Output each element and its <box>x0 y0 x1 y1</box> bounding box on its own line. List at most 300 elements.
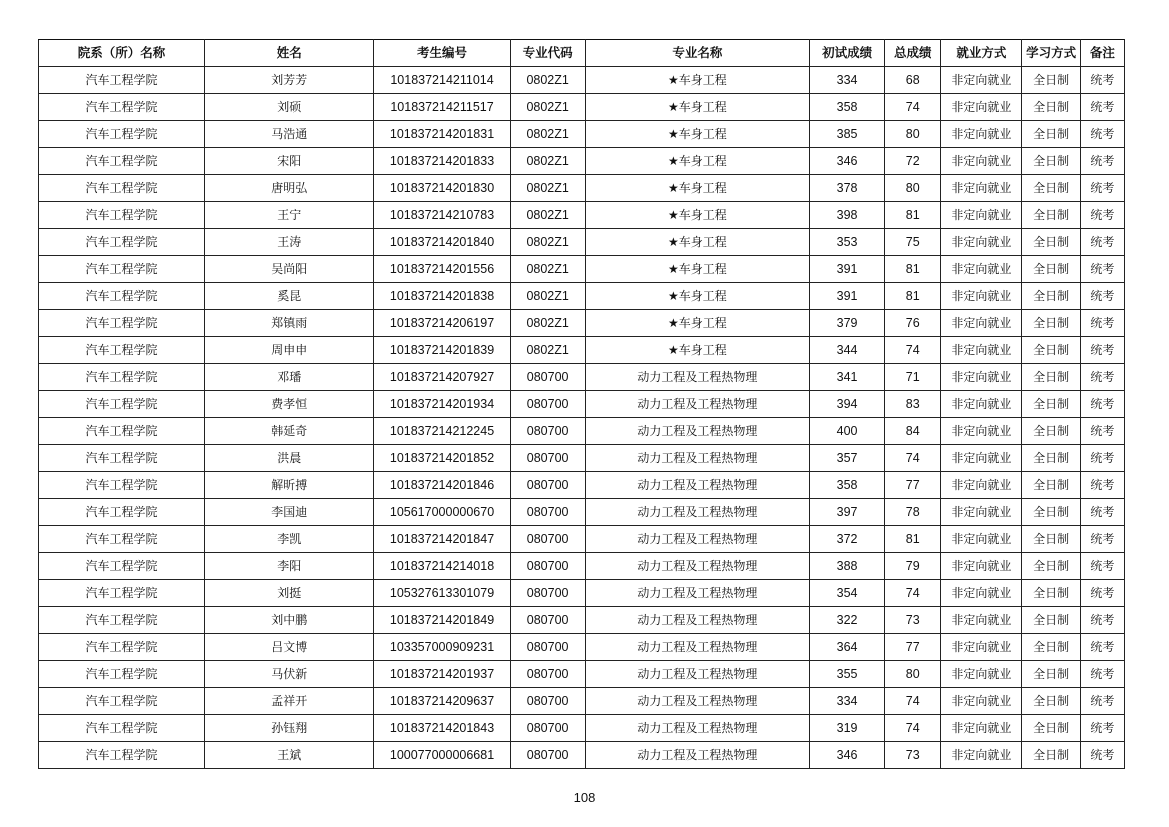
cell-initial-score: 322 <box>810 607 885 634</box>
cell-initial-score: 394 <box>810 391 885 418</box>
cell-candidate-id: 101837214209637 <box>374 688 510 715</box>
cell-remark: 统考 <box>1080 688 1124 715</box>
cell-major-name: 动力工程及工程热物理 <box>585 499 810 526</box>
cell-total-score: 74 <box>885 94 941 121</box>
cell-candidate-id: 101837214201846 <box>374 472 510 499</box>
cell-department: 汽车工程学院 <box>39 202 205 229</box>
cell-candidate-id: 101837214211014 <box>374 67 510 94</box>
cell-candidate-id: 103357000909231 <box>374 634 510 661</box>
cell-name: 王斌 <box>205 742 374 769</box>
cell-remark: 统考 <box>1080 148 1124 175</box>
cell-remark: 统考 <box>1080 283 1124 310</box>
cell-employment-type: 非定向就业 <box>941 580 1022 607</box>
table-row <box>39 67 1125 94</box>
cell-remark: 统考 <box>1080 256 1124 283</box>
page-number: 108 <box>573 790 596 805</box>
cell-employment-type: 非定向就业 <box>941 121 1022 148</box>
cell-remark: 统考 <box>1080 472 1124 499</box>
cell-employment-type: 非定向就业 <box>941 94 1022 121</box>
cell-major-name: 动力工程及工程热物理 <box>585 688 810 715</box>
cell-study-mode: 全日制 <box>1022 256 1080 283</box>
cell-employment-type: 非定向就业 <box>941 472 1022 499</box>
cell-total-score: 84 <box>885 418 941 445</box>
table-row <box>39 742 1125 769</box>
cell-department: 汽车工程学院 <box>39 256 205 283</box>
cell-major-code: 080700 <box>510 634 585 661</box>
cell-initial-score: 358 <box>810 94 885 121</box>
table-row <box>39 472 1125 499</box>
cell-major-code: 080700 <box>510 418 585 445</box>
cell-candidate-id: 101837214210783 <box>374 202 510 229</box>
cell-major-code: 080700 <box>510 445 585 472</box>
table-row <box>39 391 1125 418</box>
cell-remark: 统考 <box>1080 607 1124 634</box>
table-row <box>39 553 1125 580</box>
table-row <box>39 418 1125 445</box>
cell-total-score: 76 <box>885 310 941 337</box>
cell-department: 汽车工程学院 <box>39 310 205 337</box>
cell-employment-type: 非定向就业 <box>941 742 1022 769</box>
cell-remark: 统考 <box>1080 310 1124 337</box>
cell-remark: 统考 <box>1080 121 1124 148</box>
cell-name: 吴尚阳 <box>205 256 374 283</box>
cell-employment-type: 非定向就业 <box>941 634 1022 661</box>
cell-remark: 统考 <box>1080 499 1124 526</box>
header-initial-score: 初试成绩 <box>810 40 885 67</box>
cell-major-name: 动力工程及工程热物理 <box>585 391 810 418</box>
cell-study-mode: 全日制 <box>1022 337 1080 364</box>
cell-candidate-id: 105617000000670 <box>374 499 510 526</box>
cell-total-score: 74 <box>885 445 941 472</box>
cell-name: 奚昆 <box>205 283 374 310</box>
header-remark: 备注 <box>1080 40 1124 67</box>
table-header-row <box>39 40 1125 67</box>
cell-total-score: 74 <box>885 580 941 607</box>
cell-total-score: 73 <box>885 742 941 769</box>
cell-initial-score: 355 <box>810 661 885 688</box>
cell-total-score: 81 <box>885 256 941 283</box>
cell-total-score: 78 <box>885 499 941 526</box>
cell-employment-type: 非定向就业 <box>941 283 1022 310</box>
cell-department: 汽车工程学院 <box>39 661 205 688</box>
cell-candidate-id: 101837214212245 <box>374 418 510 445</box>
table-row <box>39 121 1125 148</box>
cell-major-name: ★车身工程 <box>585 94 810 121</box>
cell-department: 汽车工程学院 <box>39 715 205 742</box>
cell-employment-type: 非定向就业 <box>941 364 1022 391</box>
cell-study-mode: 全日制 <box>1022 364 1080 391</box>
cell-total-score: 80 <box>885 661 941 688</box>
cell-total-score: 81 <box>885 526 941 553</box>
header-major-name: 专业名称 <box>585 40 810 67</box>
header-candidate-id: 考生编号 <box>374 40 510 67</box>
cell-remark: 统考 <box>1080 175 1124 202</box>
cell-name: 韩延奇 <box>205 418 374 445</box>
cell-major-code: 0802Z1 <box>510 337 585 364</box>
cell-employment-type: 非定向就业 <box>941 688 1022 715</box>
cell-name: 宋阳 <box>205 148 374 175</box>
cell-initial-score: 391 <box>810 256 885 283</box>
cell-employment-type: 非定向就业 <box>941 67 1022 94</box>
cell-study-mode: 全日制 <box>1022 607 1080 634</box>
cell-major-name: 动力工程及工程热物理 <box>585 661 810 688</box>
table-row <box>39 445 1125 472</box>
cell-major-name: ★车身工程 <box>585 148 810 175</box>
cell-remark: 统考 <box>1080 742 1124 769</box>
cell-total-score: 80 <box>885 121 941 148</box>
table-row <box>39 148 1125 175</box>
cell-major-name: ★车身工程 <box>585 121 810 148</box>
header-total-score: 总成绩 <box>885 40 941 67</box>
cell-major-name: 动力工程及工程热物理 <box>585 418 810 445</box>
cell-major-name: ★车身工程 <box>585 202 810 229</box>
cell-major-code: 0802Z1 <box>510 202 585 229</box>
cell-remark: 统考 <box>1080 364 1124 391</box>
cell-initial-score: 364 <box>810 634 885 661</box>
table-row <box>39 256 1125 283</box>
cell-department: 汽车工程学院 <box>39 337 205 364</box>
cell-study-mode: 全日制 <box>1022 391 1080 418</box>
cell-total-score: 74 <box>885 715 941 742</box>
cell-employment-type: 非定向就业 <box>941 499 1022 526</box>
cell-major-name: 动力工程及工程热物理 <box>585 715 810 742</box>
cell-department: 汽车工程学院 <box>39 121 205 148</box>
table-row <box>39 580 1125 607</box>
header-study-mode: 学习方式 <box>1022 40 1080 67</box>
cell-candidate-id: 101837214207927 <box>374 364 510 391</box>
cell-name: 刘中鹏 <box>205 607 374 634</box>
cell-employment-type: 非定向就业 <box>941 418 1022 445</box>
cell-study-mode: 全日制 <box>1022 661 1080 688</box>
cell-name: 王宁 <box>205 202 374 229</box>
cell-major-code: 0802Z1 <box>510 175 585 202</box>
cell-total-score: 79 <box>885 553 941 580</box>
table-row <box>39 715 1125 742</box>
cell-major-code: 080700 <box>510 580 585 607</box>
cell-major-code: 080700 <box>510 715 585 742</box>
cell-name: 孟祥开 <box>205 688 374 715</box>
cell-remark: 统考 <box>1080 202 1124 229</box>
cell-department: 汽车工程学院 <box>39 445 205 472</box>
header-name: 姓名 <box>205 40 374 67</box>
cell-total-score: 77 <box>885 634 941 661</box>
cell-employment-type: 非定向就业 <box>941 607 1022 634</box>
cell-initial-score: 319 <box>810 715 885 742</box>
cell-initial-score: 344 <box>810 337 885 364</box>
cell-remark: 统考 <box>1080 661 1124 688</box>
cell-remark: 统考 <box>1080 337 1124 364</box>
cell-major-code: 080700 <box>510 688 585 715</box>
cell-major-code: 0802Z1 <box>510 256 585 283</box>
cell-remark: 统考 <box>1080 94 1124 121</box>
cell-initial-score: 398 <box>810 202 885 229</box>
cell-candidate-id: 101837214201831 <box>374 121 510 148</box>
cell-study-mode: 全日制 <box>1022 499 1080 526</box>
cell-name: 解昕搏 <box>205 472 374 499</box>
cell-name: 洪晨 <box>205 445 374 472</box>
cell-major-name: 动力工程及工程热物理 <box>585 607 810 634</box>
cell-initial-score: 397 <box>810 499 885 526</box>
cell-major-code: 080700 <box>510 553 585 580</box>
cell-candidate-id: 101837214201830 <box>374 175 510 202</box>
cell-initial-score: 346 <box>810 148 885 175</box>
cell-department: 汽车工程学院 <box>39 607 205 634</box>
cell-department: 汽车工程学院 <box>39 499 205 526</box>
cell-employment-type: 非定向就业 <box>941 256 1022 283</box>
cell-major-code: 080700 <box>510 661 585 688</box>
header-employment-type: 就业方式 <box>941 40 1022 67</box>
cell-employment-type: 非定向就业 <box>941 229 1022 256</box>
table-row <box>39 283 1125 310</box>
cell-major-code: 0802Z1 <box>510 283 585 310</box>
cell-initial-score: 358 <box>810 472 885 499</box>
cell-major-name: 动力工程及工程热物理 <box>585 634 810 661</box>
cell-major-name: ★车身工程 <box>585 283 810 310</box>
cell-employment-type: 非定向就业 <box>941 202 1022 229</box>
cell-employment-type: 非定向就业 <box>941 445 1022 472</box>
cell-study-mode: 全日制 <box>1022 472 1080 499</box>
cell-initial-score: 334 <box>810 688 885 715</box>
cell-study-mode: 全日制 <box>1022 553 1080 580</box>
cell-total-score: 75 <box>885 229 941 256</box>
cell-candidate-id: 101837214201839 <box>374 337 510 364</box>
table-row <box>39 607 1125 634</box>
cell-major-code: 080700 <box>510 742 585 769</box>
cell-candidate-id: 101837214201847 <box>374 526 510 553</box>
cell-study-mode: 全日制 <box>1022 418 1080 445</box>
cell-name: 刘挺 <box>205 580 374 607</box>
cell-name: 李阳 <box>205 553 374 580</box>
cell-department: 汽车工程学院 <box>39 364 205 391</box>
cell-remark: 统考 <box>1080 715 1124 742</box>
cell-name: 郑镇雨 <box>205 310 374 337</box>
cell-total-score: 83 <box>885 391 941 418</box>
table-row <box>39 94 1125 121</box>
cell-department: 汽车工程学院 <box>39 742 205 769</box>
table-row <box>39 175 1125 202</box>
cell-study-mode: 全日制 <box>1022 526 1080 553</box>
table-row <box>39 499 1125 526</box>
table-row <box>39 337 1125 364</box>
cell-name: 唐明弘 <box>205 175 374 202</box>
cell-name: 邓璠 <box>205 364 374 391</box>
cell-candidate-id: 101837214206197 <box>374 310 510 337</box>
cell-total-score: 72 <box>885 148 941 175</box>
cell-major-name: ★车身工程 <box>585 256 810 283</box>
cell-total-score: 80 <box>885 175 941 202</box>
cell-major-name: 动力工程及工程热物理 <box>585 580 810 607</box>
cell-study-mode: 全日制 <box>1022 229 1080 256</box>
table-row <box>39 229 1125 256</box>
cell-total-score: 68 <box>885 67 941 94</box>
cell-total-score: 73 <box>885 607 941 634</box>
table-row <box>39 202 1125 229</box>
table-row <box>39 310 1125 337</box>
cell-remark: 统考 <box>1080 526 1124 553</box>
cell-department: 汽车工程学院 <box>39 634 205 661</box>
cell-study-mode: 全日制 <box>1022 715 1080 742</box>
cell-candidate-id: 101837214201556 <box>374 256 510 283</box>
cell-major-code: 0802Z1 <box>510 310 585 337</box>
cell-major-name: 动力工程及工程热物理 <box>585 445 810 472</box>
cell-major-name: 动力工程及工程热物理 <box>585 742 810 769</box>
cell-study-mode: 全日制 <box>1022 445 1080 472</box>
cell-initial-score: 388 <box>810 553 885 580</box>
cell-candidate-id: 101837214201843 <box>374 715 510 742</box>
cell-total-score: 77 <box>885 472 941 499</box>
cell-name: 王涛 <box>205 229 374 256</box>
cell-candidate-id: 101837214201840 <box>374 229 510 256</box>
cell-remark: 统考 <box>1080 418 1124 445</box>
cell-department: 汽车工程学院 <box>39 67 205 94</box>
cell-remark: 统考 <box>1080 634 1124 661</box>
cell-major-code: 0802Z1 <box>510 148 585 175</box>
cell-department: 汽车工程学院 <box>39 283 205 310</box>
cell-candidate-id: 101837214201852 <box>374 445 510 472</box>
cell-initial-score: 346 <box>810 742 885 769</box>
cell-name: 李凯 <box>205 526 374 553</box>
cell-department: 汽车工程学院 <box>39 94 205 121</box>
cell-major-name: ★车身工程 <box>585 175 810 202</box>
cell-major-code: 080700 <box>510 364 585 391</box>
cell-major-name: ★车身工程 <box>585 310 810 337</box>
cell-major-name: ★车身工程 <box>585 229 810 256</box>
cell-total-score: 81 <box>885 202 941 229</box>
cell-study-mode: 全日制 <box>1022 283 1080 310</box>
cell-name: 吕文博 <box>205 634 374 661</box>
cell-employment-type: 非定向就业 <box>941 337 1022 364</box>
cell-department: 汽车工程学院 <box>39 175 205 202</box>
cell-candidate-id: 101837214201838 <box>374 283 510 310</box>
cell-major-code: 080700 <box>510 499 585 526</box>
cell-candidate-id: 101837214201833 <box>374 148 510 175</box>
cell-candidate-id: 105327613301079 <box>374 580 510 607</box>
cell-initial-score: 385 <box>810 121 885 148</box>
cell-major-code: 0802Z1 <box>510 94 585 121</box>
cell-name: 孙钰翔 <box>205 715 374 742</box>
cell-initial-score: 354 <box>810 580 885 607</box>
cell-remark: 统考 <box>1080 229 1124 256</box>
header-department: 院系（所）名称 <box>39 40 205 67</box>
cell-major-code: 080700 <box>510 472 585 499</box>
cell-initial-score: 334 <box>810 67 885 94</box>
cell-candidate-id: 100077000006681 <box>374 742 510 769</box>
cell-study-mode: 全日制 <box>1022 688 1080 715</box>
cell-major-name: ★车身工程 <box>585 337 810 364</box>
cell-initial-score: 379 <box>810 310 885 337</box>
cell-major-name: 动力工程及工程热物理 <box>585 553 810 580</box>
table-row <box>39 688 1125 715</box>
cell-name: 刘硕 <box>205 94 374 121</box>
cell-study-mode: 全日制 <box>1022 742 1080 769</box>
cell-major-code: 0802Z1 <box>510 67 585 94</box>
table-row <box>39 634 1125 661</box>
cell-major-code: 080700 <box>510 391 585 418</box>
cell-name: 周申申 <box>205 337 374 364</box>
cell-remark: 统考 <box>1080 391 1124 418</box>
cell-initial-score: 341 <box>810 364 885 391</box>
cell-total-score: 81 <box>885 283 941 310</box>
cell-name: 马浩通 <box>205 121 374 148</box>
cell-initial-score: 353 <box>810 229 885 256</box>
cell-candidate-id: 101837214201849 <box>374 607 510 634</box>
cell-remark: 统考 <box>1080 580 1124 607</box>
cell-department: 汽车工程学院 <box>39 553 205 580</box>
cell-study-mode: 全日制 <box>1022 634 1080 661</box>
cell-name: 李国迪 <box>205 499 374 526</box>
cell-department: 汽车工程学院 <box>39 580 205 607</box>
cell-study-mode: 全日制 <box>1022 94 1080 121</box>
cell-name: 刘芳芳 <box>205 67 374 94</box>
header-major-code: 专业代码 <box>510 40 585 67</box>
cell-candidate-id: 101837214201934 <box>374 391 510 418</box>
cell-initial-score: 391 <box>810 283 885 310</box>
cell-employment-type: 非定向就业 <box>941 526 1022 553</box>
cell-initial-score: 357 <box>810 445 885 472</box>
cell-remark: 统考 <box>1080 553 1124 580</box>
cell-employment-type: 非定向就业 <box>941 148 1022 175</box>
cell-major-name: 动力工程及工程热物理 <box>585 526 810 553</box>
cell-study-mode: 全日制 <box>1022 310 1080 337</box>
cell-major-code: 0802Z1 <box>510 121 585 148</box>
cell-department: 汽车工程学院 <box>39 391 205 418</box>
cell-study-mode: 全日制 <box>1022 202 1080 229</box>
cell-employment-type: 非定向就业 <box>941 553 1022 580</box>
cell-major-name: 动力工程及工程热物理 <box>585 364 810 391</box>
table-row <box>39 526 1125 553</box>
cell-study-mode: 全日制 <box>1022 580 1080 607</box>
table-row <box>39 661 1125 688</box>
cell-total-score: 74 <box>885 337 941 364</box>
cell-candidate-id: 101837214214018 <box>374 553 510 580</box>
cell-initial-score: 372 <box>810 526 885 553</box>
cell-name: 费孝恒 <box>205 391 374 418</box>
cell-study-mode: 全日制 <box>1022 175 1080 202</box>
cell-employment-type: 非定向就业 <box>941 175 1022 202</box>
cell-study-mode: 全日制 <box>1022 121 1080 148</box>
cell-initial-score: 400 <box>810 418 885 445</box>
cell-employment-type: 非定向就业 <box>941 661 1022 688</box>
cell-total-score: 74 <box>885 688 941 715</box>
cell-name: 马伏新 <box>205 661 374 688</box>
cell-department: 汽车工程学院 <box>39 148 205 175</box>
cell-initial-score: 378 <box>810 175 885 202</box>
cell-employment-type: 非定向就业 <box>941 391 1022 418</box>
cell-department: 汽车工程学院 <box>39 418 205 445</box>
cell-study-mode: 全日制 <box>1022 148 1080 175</box>
cell-major-code: 080700 <box>510 526 585 553</box>
cell-department: 汽车工程学院 <box>39 688 205 715</box>
cell-major-code: 080700 <box>510 607 585 634</box>
cell-employment-type: 非定向就业 <box>941 715 1022 742</box>
cell-major-code: 0802Z1 <box>510 229 585 256</box>
table-body <box>39 67 1125 769</box>
admission-table <box>38 39 1125 769</box>
cell-total-score: 71 <box>885 364 941 391</box>
cell-department: 汽车工程学院 <box>39 229 205 256</box>
cell-department: 汽车工程学院 <box>39 472 205 499</box>
cell-remark: 统考 <box>1080 67 1124 94</box>
cell-major-name: 动力工程及工程热物理 <box>585 472 810 499</box>
cell-employment-type: 非定向就业 <box>941 310 1022 337</box>
cell-study-mode: 全日制 <box>1022 67 1080 94</box>
cell-remark: 统考 <box>1080 445 1124 472</box>
cell-department: 汽车工程学院 <box>39 526 205 553</box>
cell-candidate-id: 101837214211517 <box>374 94 510 121</box>
table-row <box>39 364 1125 391</box>
cell-major-name: ★车身工程 <box>585 67 810 94</box>
cell-candidate-id: 101837214201937 <box>374 661 510 688</box>
